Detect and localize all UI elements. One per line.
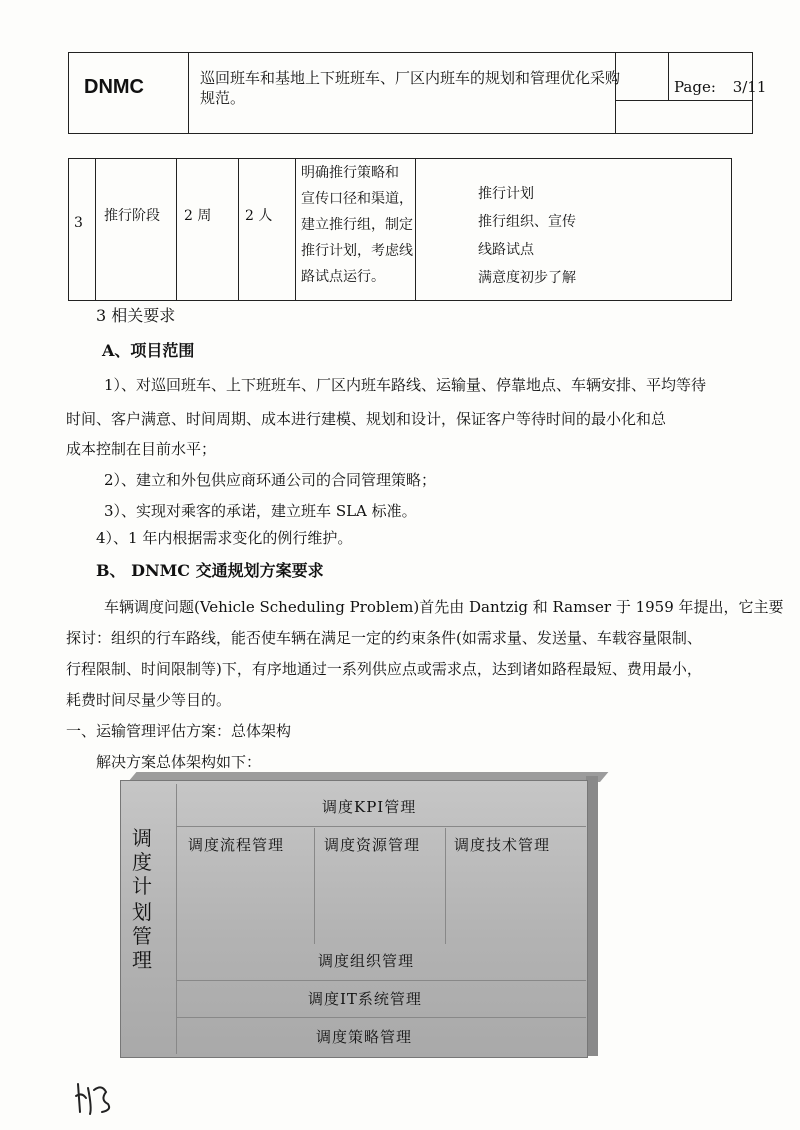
side-char: 计 (132, 874, 152, 898)
diagram-kpi-label: 调度KPI管理 (322, 798, 417, 816)
description-line: 推行计划，考虑线 (301, 243, 413, 259)
handwritten-signature (72, 1078, 122, 1118)
scope-item-1-line-1: 1）、对巡回班车、上下班班车、厂区内班车路线、运输量、停靠地点、车辆安排、平均等待 (104, 376, 707, 394)
side-char: 管 (132, 924, 152, 948)
page-label: Page: (674, 78, 716, 96)
side-char: 理 (132, 948, 152, 972)
stage-description (301, 160, 413, 290)
page-number (674, 78, 766, 96)
scope-item-1-line-2: 时间、客户满意、时间周期、成本进行建模、规划和设计，保证客户等待时间的最小化和总 (66, 410, 667, 428)
scope-item-4: 4）、1 年内根据需求变化的例行维护。 (96, 529, 353, 547)
diagram-divider (445, 828, 446, 944)
side-char: 调 (132, 826, 152, 850)
diagram-tech-label: 调度技术管理 (454, 836, 551, 854)
diagram-divider (176, 784, 177, 1054)
deliverable-item: 线路试点 (478, 242, 534, 258)
description-line: 建立推行组，制定 (301, 217, 413, 233)
document-title: 巡回班车和基地上下班班车、厂区内班车的规划和管理优化采购规范。 (200, 69, 621, 107)
stage-deliverables (478, 180, 576, 292)
subsection-a-heading: A、项目范围 (102, 341, 195, 360)
diagram-divider (176, 980, 586, 981)
scope-item-3: 3）、实现对乘客的承诺，建立班车 SLA 标准。 (104, 502, 417, 520)
subsection-b-heading: B、 DNMC 交通规划方案要求 (96, 561, 324, 580)
diagram-divider (314, 828, 315, 944)
deliverable-item: 推行计划 (478, 186, 534, 202)
deliverable-item: 推行组织、宣传 (478, 214, 576, 230)
side-char: 划 (132, 900, 152, 924)
scope-item-1-line-3: 成本控制在目前水平； (66, 440, 217, 458)
stage-number: 3 (74, 215, 83, 231)
b-paragraph-line-4: 耗费时间尽量少等目的。 (66, 691, 232, 709)
stage-people: 2 人 (245, 208, 273, 224)
b-paragraph-line-3: 行程限制、时间限制等)下，有序地通过一系列供应点或需求点，达到诸如路程最短、费用最小， (66, 660, 702, 678)
b-paragraph-line-1: 车辆调度问题(Vehicle Scheduling Problem)首先由 Dantzig 和 Ramser 于 1959 年提出，它主要 (104, 598, 784, 616)
description-line: 宣传口径和渠道， (301, 191, 413, 207)
stage-duration: 2 周 (184, 208, 212, 224)
page-value: 3/11 (732, 78, 767, 96)
diagram-process-label: 调度流程管理 (188, 836, 285, 854)
architecture-intro: 解决方案总体架构如下： (96, 753, 262, 771)
scope-item-2: 2）、建立和外包供应商环通公司的合同管理策略； (104, 471, 437, 489)
brand-logo-text: DNMC (84, 76, 144, 98)
architecture-heading: 一、运输管理评估方案：总体架构 (66, 722, 292, 740)
stage-phase: 推行阶段 (104, 208, 160, 224)
deliverable-item: 满意度初步了解 (478, 270, 576, 286)
diagram-strategy-label: 调度策略管理 (316, 1028, 413, 1046)
description-line: 明确推行策略和 (301, 165, 399, 181)
section-heading: 3 相关要求 (96, 306, 176, 325)
b-paragraph-line-2: 探讨：组织的行车路线，能否使车辆在满足一定的约束条件(如需求量、发送量、车载容量限制、 (66, 629, 702, 647)
diagram-divider (176, 826, 586, 827)
side-char: 度 (132, 850, 152, 874)
description-line: 路试点运行。 (301, 269, 385, 285)
diagram-org-label: 调度组织管理 (318, 952, 415, 970)
diagram-resource-label: 调度资源管理 (324, 836, 421, 854)
diagram-it-label: 调度IT系统管理 (308, 990, 422, 1008)
diagram-divider (176, 1017, 586, 1018)
